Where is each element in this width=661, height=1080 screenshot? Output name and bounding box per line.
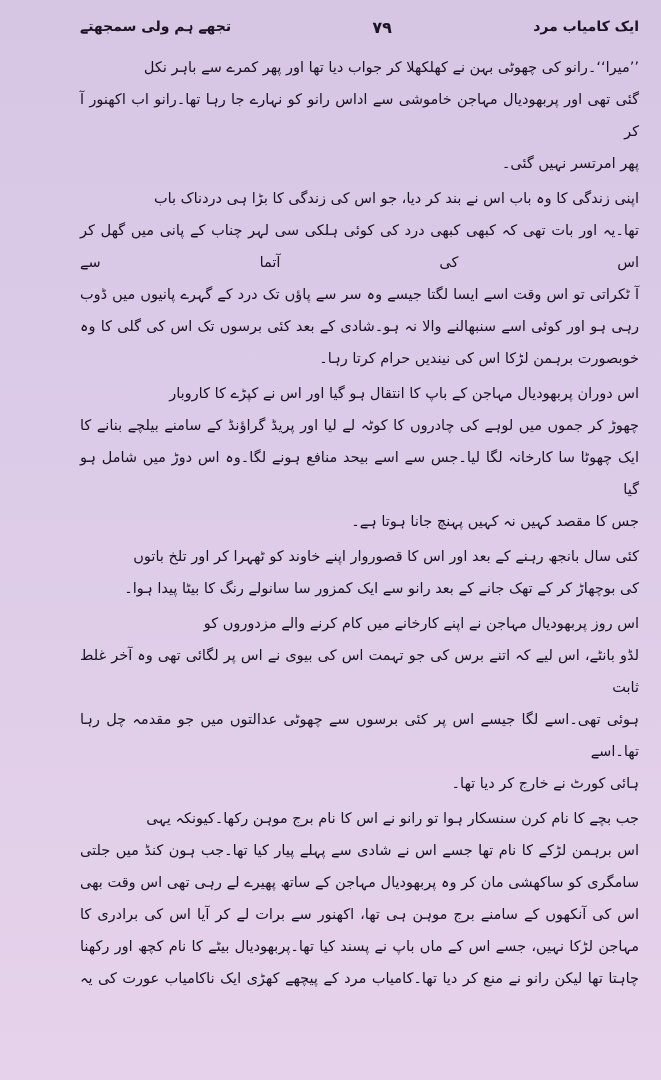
text-line: سامگری کو ساکھشی مان کر وہ پربھودیال مہاجن کے ساتھ پھیرے لے رہی تھی اس وقت بھی [80, 875, 639, 891]
text-line: چاہتا تھا لیکن رانو نے منع کر دیا تھا۔کامیاب مرد کے پیچھے کھڑی ایک ناکامیاب عورت کی یہ [80, 971, 639, 987]
text-line: ہوئی تھی۔اسے لگا جیسے اس پر کئی برسوں سے چھوٹی عدالتوں میں جو مقدمہ چل رہا تھا۔اسے [80, 712, 639, 760]
text-line: اپنی زندگی کا وہ باب اس نے بند کر دیا، جو اس کی زندگی کا بڑا ہی دردناک باب [153, 191, 639, 207]
text-line: ’’میرا‘‘۔رانو کی چھوٹی بہن نے کھلکھلا کر جواب دیا تھا اور پھر کمرے سے باہر نکل [143, 60, 639, 76]
page-body-text [80, 52, 639, 995]
text-line: ایک چھوٹا سا کارخانہ لگا لیا۔جس سے اسے بیحد منافع ہونے لگا۔وہ اس دوڑ میں شامل ہو گیا [80, 450, 639, 498]
text-line: کی بوچھاڑ کر کے تھک جانے کے بعد رانو سے ایک کمزور سا سانولے رنگ کا بیٹا پیدا ہوا۔ [124, 581, 639, 597]
text-line: تھا۔یہ اور بات تھی کہ کبھی کبھی درد کی کوئی ہلکی سی لہر چناب کے پانی میں گھل کر اس کی آتما سے [80, 223, 639, 271]
text-line: رہی ہو اور کوئی اسے سنبھالنے والا نہ ہو۔شادی کے بعد کئی برسوں تک اس کی گلی کا وہ [80, 319, 639, 335]
text-line: جس کا مقصد کہیں نہ کہیں پہنچ جانا ہوتا ہے۔ [351, 514, 639, 530]
paragraph [80, 608, 639, 800]
story-title: تجھے ہم ولی سمجھتے [80, 19, 232, 35]
text-line: مہاجن لڑکا نہیں، جسے اس کے ماں باپ نے پسند کیا تھا۔پربھودیال بیٹے کا نام کچھ اور رکھنا [80, 939, 639, 955]
text-line: پھر امرتسر نہیں گئی۔ [501, 156, 639, 172]
text-line: اس دوران پربھودیال مہاجن کے باپ کا انتقال ہو گیا اور اس نے کپڑے کا کاروبار [169, 386, 639, 402]
book-title: ایک کامیاب مرد [533, 19, 639, 35]
paragraph [80, 541, 639, 605]
text-line: اس برہمن لڑکے کا نام تھا جسے اس نے شادی سے پہلے پیار کیا تھا۔جب ہون کنڈ میں جلتی [80, 843, 639, 859]
paragraph [80, 183, 639, 375]
text-line: اس کی آنکھوں کے سامنے برج موہن ہی تھا، اکھنور سے برات لے کر آیا اس کی برادری کا [80, 907, 639, 923]
paragraph [80, 803, 639, 995]
text-line: جب بچے کا نام کرن سنسکار ہوا تو رانو نے اس کا نام برج موہن رکھا۔کیونکہ یہی [146, 811, 639, 827]
text-line: اس روز پربھودیال مہاجن نے اپنے کارخانے میں کام کرنے والے مزدوروں کو [203, 616, 639, 632]
text-line: کئی سال بانجھ رہنے کے بعد اور اس کا قصوروار اپنے خاوند کو ٹھہرا کر اور تلخ باتوں [133, 549, 639, 565]
paragraph [80, 378, 639, 538]
paragraph [80, 52, 639, 180]
page-number: ۷۹ [372, 17, 392, 37]
text-line: لڈو بانٹے، اس لیے کہ اتنے برس کی جو تہمت اس کی بیوی نے اس پر لگائی تھی وہ آخر غلط ثابت [80, 648, 639, 696]
text-line: چھوڑ کر جموں میں لوہے کی چادروں کا کوٹہ لے لیا اور پریڈ گراؤنڈ کے سامنے بیلچے بنانے کا [80, 418, 639, 434]
text-line: آ ٹکراتی تو اس وقت اسے ایسا لگتا جیسے وہ سر سے پاؤں تک درد کے گہرے پانیوں میں ڈوب [80, 287, 639, 303]
text-line: ہائی کورٹ نے خارج کر دیا تھا۔ [451, 776, 639, 792]
text-line: گئی تھی اور پربھودیال مہاجن خاموشی سے اداس رانو کو نہارے جا رہا تھا۔رانو اب اکھنور آ کر [80, 92, 639, 140]
text-line: خوبصورت برہمن لڑکا اس کی نیندیں حرام کرتا رہا۔ [319, 351, 639, 367]
running-header [80, 10, 639, 44]
